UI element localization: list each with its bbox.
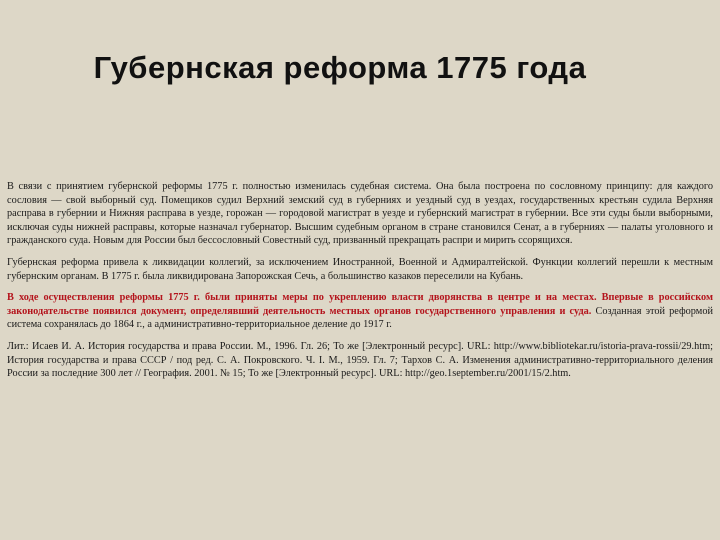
paragraph-collegia: Губернская реформа привела к ликвидации коллегий, за исключением Иностранной, Военной и Адмиралтейской. Функции коллегий перешли к местным губернским органам. В 1775 г. была ликвидирована Запорожская Сечь, а большинство казаков переселили на Кубань. [7,256,713,282]
paragraph-reform-results [7,291,713,332]
slide-body [7,180,713,389]
paragraph-rest-text: Созданная этой реформой система сохранялась до 1864 г., а административно-территориальное деление до 1917 г. [7,305,713,331]
slide-title: Губернская реформа 1775 года [93,50,587,85]
references: Лит.: Исаев И. А. История государства и права России. М., 1996. Гл. 26; То же [Электронный ресурс]. URL: http://www.bibliotekar.ru/istoria-prava-rossii/29.htm; История государства и права СССР / под ред. С. А. Покровского. Ч. I. М., 1959. Гл. 7; Тархов С. А. Изменения административно-территориального деления России за последние 300 лет // География. 2001. № 15; То же [Электронный ресурс]. URL: http://geo.1september.ru/2001/15/2.htm. [7,340,713,380]
highlighted-text: В ходе осуществления реформы 1775 г. были приняты меры по укреплению власти дворянства в центре и на местах. Впервые в российском законодательстве появился документ, определявший деятельность местных органов государственного управления и суда. [7,292,713,317]
paragraph-court-system: В связи с принятием губернской реформы 1775 г. полностью изменилась судебная система. Она была построена по сословному принципу: для каждого сословия — свой выборный суд. Помещиков судил Верхний земский суд в губерниях и уездный суд в уездах, государственных крестьян судила Верхняя расправа в губернии и Нижняя расправа в уезде, горожан — городовой магистрат в уезде и губернский магистрат в губернии. Все эти суды были выборными, исключая суды нижней расправы, которые назначал губернатор. Высшим судебным органом в стране становился Сенат, а в губерниях — палаты уголовного и гражданского суда. Новым для России был бессословный Совестный суд, призванный прекращать распри и мирить ссорящихся. [7,181,713,247]
